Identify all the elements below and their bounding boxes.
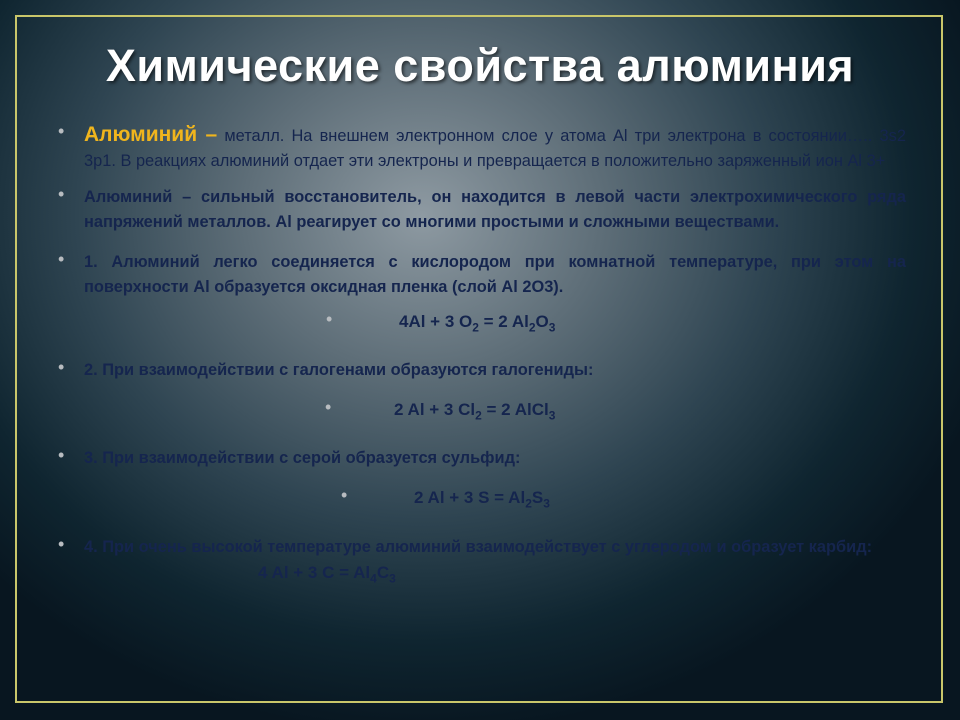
bullet-icon: • <box>326 309 333 329</box>
paragraph-oxygen-text: 1. Алюминий легко соединяется с кислородом при комнатной температуре, при этом на поверхности Al образуется оксидная пленка (слой Al 2O3). <box>84 253 906 296</box>
paragraph-reducer-text: Алюминий – сильный восстановитель, он находится в левой части электрохимического ряда напряжений металлов. Al реагирует со многими простыми и сложными веществами. <box>84 188 906 231</box>
equation-sulfur: • 2 Al + 3 $S = Al_2S_3$ <box>341 485 550 511</box>
bullet-icon: • <box>58 249 65 269</box>
bullet-icon: • <box>58 534 65 554</box>
paragraph-sulfur-text: 3. При взаимодействии с серой образуется сульфид: <box>84 449 521 467</box>
bullet-icon: • <box>58 445 65 465</box>
bullet-icon: • <box>58 357 65 377</box>
paragraph-sulfur <box>56 446 906 471</box>
bullet-icon: • <box>58 121 65 141</box>
paragraph-oxygen <box>56 250 906 300</box>
equation-carbon: 4 Al + 3 $C = Al_4C_3$ <box>258 563 396 586</box>
bullet-icon: • <box>58 184 65 204</box>
paragraph-intro <box>56 122 906 174</box>
slide-title: Химические свойства алюминия <box>105 40 855 91</box>
equation-halogens: • 2 Al + 3 $Cl_2 = 2$ AlCl$_3$ <box>325 397 556 423</box>
paragraph-carbon-text: 4. При очень высокой температуре алюминий взаимодействует с углеродом и образует карбид: <box>84 538 873 556</box>
paragraph-halogens-text: 2. При взаимодействии с галогенами образуются галогениды: <box>84 361 594 379</box>
slide-body <box>56 121 906 586</box>
bullet-icon: • <box>325 397 332 417</box>
bullet-icon: • <box>341 485 348 505</box>
term-aluminium: Алюминий – <box>84 123 218 146</box>
paragraph-halogens <box>56 358 906 383</box>
paragraph-carbon <box>56 534 906 586</box>
paragraph-reducer <box>56 185 906 235</box>
paragraph-intro-text: металл. На внешнем электронном слое у атома Al три электрона в состоянии….. 3s2 3p1. В реакциях алюминий отдает эти электроны и превращается в положительно заряженный ион Al 3+ <box>84 127 906 170</box>
equation-oxygen: • 4Al + 3 $O_2 = 2$ $Al_2O_3$ <box>326 309 556 335</box>
